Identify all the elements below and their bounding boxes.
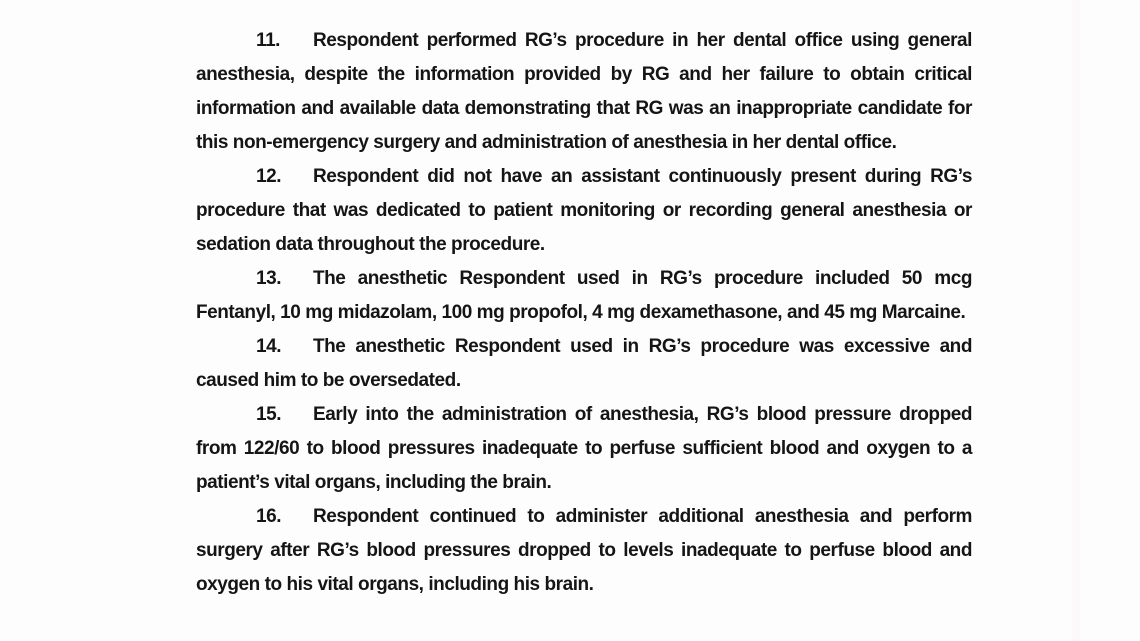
paragraph-number: 11. (256, 30, 281, 51)
paragraph-12 (196, 160, 972, 262)
paragraph-13 (196, 262, 972, 330)
paragraph-16 (196, 500, 972, 602)
paragraph-text: The anesthetic Respondent used in RG’s procedure included 50 mcg Fentanyl, 10 mg midazolam, 100 mg propofol, 4 mg dexamethasone, and 45 mg Marcaine. (196, 268, 972, 323)
paragraph-text: Respondent continued to administer additional anesthesia and perform surgery after RG’s blood pressures dropped to levels inadequate to perfuse blood and oxygen to his vital organs, including his brain. (196, 506, 972, 595)
paragraph-text: Respondent did not have an assistant continuously present during RG’s procedure that was dedicated to patient monitoring or recording general anesthesia or sedation data throughout the procedure. (196, 166, 972, 255)
paragraph-text: The anesthetic Respondent used in RG’s procedure was excessive and caused him to be oversedated. (196, 336, 972, 391)
paragraph-number: 13. (256, 268, 282, 289)
paragraph-14 (196, 330, 972, 398)
paragraph-text: Early into the administration of anesthesia, RG’s blood pressure dropped from 122/60 to blood pressures inadequate to perfuse sufficient blood and oxygen to a patient’s vital organs, including the brain. (196, 404, 972, 493)
document-body (196, 24, 972, 602)
paragraph-number: 14. (256, 336, 282, 357)
scan-edge (1072, 0, 1080, 641)
paragraph-11 (196, 24, 972, 160)
paragraph-number: 15. (256, 404, 282, 425)
paragraph-text: Respondent performed RG’s procedure in her dental office using general anesthesia, despite the information provided by RG and her failure to obtain critical information and available data demonstrating that RG was an inappropriate candidate for this non-emergency surgery and administration of anesthesia in her dental office. (196, 30, 972, 153)
paragraph-number: 12. (256, 166, 282, 187)
paragraph-number: 16. (256, 506, 282, 527)
paragraph-15 (196, 398, 972, 500)
